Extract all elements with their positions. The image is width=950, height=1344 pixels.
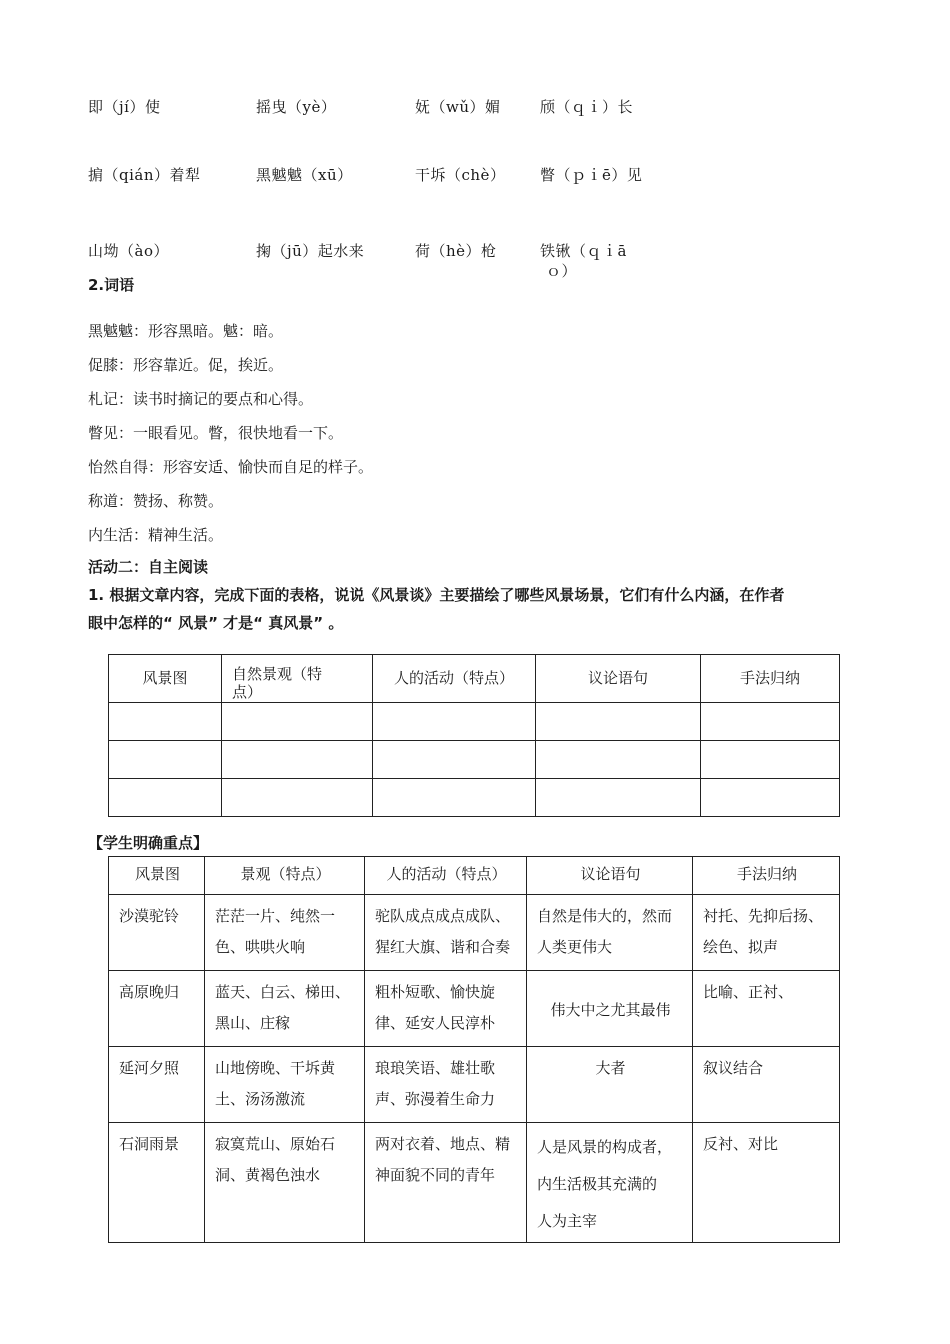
pinyin-item: 黑魆魆（xū） bbox=[256, 166, 353, 184]
vocab-item: 怡然自得：形容安适、愉快而自足的样子。 bbox=[88, 458, 374, 476]
scene-name: 延河夕照 bbox=[109, 1047, 205, 1123]
blank-cell[interactable] bbox=[701, 703, 840, 741]
cell-line: 内生活极其充满的 bbox=[537, 1175, 658, 1193]
blank-cell[interactable] bbox=[222, 779, 373, 817]
vocab-item: 称道：赞扬、称赞。 bbox=[88, 492, 224, 510]
table-row bbox=[109, 895, 840, 971]
cell-line: 粗朴短歌、愉快旋 bbox=[375, 983, 496, 1001]
table-cell bbox=[365, 1047, 527, 1123]
table-header: 手法归纳 bbox=[693, 857, 840, 895]
header-line: 点） bbox=[232, 683, 263, 701]
table-cell bbox=[205, 895, 365, 971]
pinyin-item-continued: ｏ） bbox=[546, 262, 578, 280]
cell-line: 土、汤汤激流 bbox=[215, 1090, 306, 1108]
vocab-item: 促膝：形容靠近。促，挨近。 bbox=[88, 356, 284, 374]
table-cell bbox=[365, 1123, 527, 1243]
question-text-line1: 1. 根据文章内容，完成下面的表格，说说《风景谈》主要描绘了哪些风景场景，它们有什么内涵，在作者 bbox=[88, 586, 785, 604]
pinyin-item: 瞥（ｐｉē）见 bbox=[540, 166, 643, 184]
cell-line: 人为主宰 bbox=[537, 1212, 598, 1230]
pinyin-item: 摇曳（yè） bbox=[256, 98, 337, 116]
table-cell bbox=[527, 895, 693, 971]
cell-line: 人类更伟大 bbox=[537, 938, 613, 956]
table-cell bbox=[365, 895, 527, 971]
table-header bbox=[222, 655, 373, 703]
table-header: 人的活动（特点） bbox=[365, 857, 527, 895]
cell-line: 洞、黄褐色浊水 bbox=[215, 1166, 321, 1184]
blank-cell[interactable] bbox=[373, 741, 536, 779]
table-header: 风景图 bbox=[109, 857, 205, 895]
blank-cell[interactable] bbox=[222, 703, 373, 741]
table-row bbox=[109, 1123, 840, 1243]
vocab-item: 瞥见：一眼看见。瞥，很快地看一下。 bbox=[88, 424, 344, 442]
cell-line: 律、延安人民淳朴 bbox=[375, 1014, 496, 1032]
cell-line: 两对衣着、地点、精 bbox=[375, 1135, 511, 1153]
answer-table bbox=[108, 856, 840, 1243]
vocab-item: 内生活：精神生活。 bbox=[88, 526, 224, 544]
cell-line: 琅琅笑语、雄壮歌 bbox=[375, 1059, 496, 1077]
cell-line: 大者 bbox=[595, 1059, 626, 1077]
cell-line: 伟大中之尤其最伟 bbox=[550, 1001, 671, 1019]
blank-cell[interactable] bbox=[109, 703, 222, 741]
blank-table bbox=[108, 654, 840, 817]
cell-line: 叙议结合 bbox=[703, 1059, 764, 1077]
cell-line: 色、哄哄火响 bbox=[215, 938, 306, 956]
table-cell bbox=[527, 1123, 693, 1243]
pinyin-item: 颀（ｑｉ）长 bbox=[540, 98, 634, 116]
section-heading-activity: 活动二：自主阅读 bbox=[88, 558, 209, 576]
pinyin-item: 即（jí）使 bbox=[88, 98, 161, 116]
table-header: 议论语句 bbox=[527, 857, 693, 895]
table-cell bbox=[693, 1123, 840, 1243]
table-header: 人的活动（特点） bbox=[373, 655, 536, 703]
table-header: 手法归纳 bbox=[701, 655, 840, 703]
cell-line: 绘色、拟声 bbox=[703, 938, 779, 956]
table-cell bbox=[205, 1047, 365, 1123]
section-heading-vocab: 2.词语 bbox=[88, 276, 135, 294]
scene-name: 沙漠驼铃 bbox=[109, 895, 205, 971]
table-cell bbox=[693, 971, 840, 1047]
table-header: 议论语句 bbox=[536, 655, 701, 703]
table-cell bbox=[527, 1047, 693, 1123]
cell-line: 人是风景的构成者， bbox=[537, 1138, 673, 1156]
blank-cell[interactable] bbox=[536, 779, 701, 817]
table-cell bbox=[693, 1047, 840, 1123]
cell-line: 蓝天、白云、梯田、 bbox=[215, 983, 351, 1001]
pinyin-item: 妩（wǔ）媚 bbox=[415, 98, 501, 116]
blank-cell[interactable] bbox=[536, 703, 701, 741]
blank-cell[interactable] bbox=[536, 741, 701, 779]
blank-cell[interactable] bbox=[109, 779, 222, 817]
pinyin-item: 掬（jū）起水来 bbox=[256, 242, 365, 260]
pinyin-item: 铁锹（ｑｉā bbox=[540, 242, 627, 260]
cell-line: 神面貌不同的青年 bbox=[375, 1166, 496, 1184]
table-cell bbox=[365, 971, 527, 1047]
blank-cell[interactable] bbox=[373, 703, 536, 741]
pinyin-item: 山坳（ào） bbox=[88, 242, 169, 260]
table-cell bbox=[205, 971, 365, 1047]
blank-cell[interactable] bbox=[701, 779, 840, 817]
vocab-item: 札记：读书时摘记的要点和心得。 bbox=[88, 390, 314, 408]
blank-cell[interactable] bbox=[701, 741, 840, 779]
vocab-item: 黑魆魆：形容黑暗。魆：暗。 bbox=[88, 322, 284, 340]
cell-line: 反衬、对比 bbox=[703, 1135, 779, 1153]
blank-cell[interactable] bbox=[373, 779, 536, 817]
table-cell bbox=[693, 895, 840, 971]
header-line: 自然景观（特 bbox=[232, 665, 323, 683]
cell-line: 黑山、庄稼 bbox=[215, 1014, 291, 1032]
cell-line: 猩红大旗、谐和合奏 bbox=[375, 938, 511, 956]
cell-line: 驼队成点成点成队、 bbox=[375, 907, 511, 925]
cell-line: 茫茫一片、纯然一 bbox=[215, 907, 336, 925]
cell-line: 山地傍晚、干坼黄 bbox=[215, 1059, 336, 1077]
scene-name: 石洞雨景 bbox=[109, 1123, 205, 1243]
blank-cell[interactable] bbox=[109, 741, 222, 779]
pinyin-item: 荷（hè）枪 bbox=[415, 242, 497, 260]
table-header: 景观（特点） bbox=[205, 857, 365, 895]
cell-line: 比喻、正衬、 bbox=[703, 983, 794, 1001]
question-text-line2: 眼中怎样的“ 风景” 才是“ 真风景” 。 bbox=[88, 614, 344, 632]
blank-cell[interactable] bbox=[222, 741, 373, 779]
cell-line: 衬托、先抑后扬、 bbox=[703, 907, 824, 925]
cell-line: 寂寞荒山、原始石 bbox=[215, 1135, 336, 1153]
pinyin-item: 干坼（chè） bbox=[415, 166, 506, 184]
table-header: 风景图 bbox=[109, 655, 222, 703]
table-row bbox=[109, 971, 840, 1047]
table-cell bbox=[205, 1123, 365, 1243]
cell-line: 自然是伟大的，然而 bbox=[537, 907, 673, 925]
cell-line: 声、弥漫着生命力 bbox=[375, 1090, 496, 1108]
table-cell bbox=[527, 971, 693, 1047]
table-row bbox=[109, 1047, 840, 1123]
pinyin-item: 掮（qián）着犁 bbox=[88, 166, 201, 184]
scene-name: 高原晚归 bbox=[109, 971, 205, 1047]
answer-heading: 【学生明确重点】 bbox=[88, 832, 214, 853]
